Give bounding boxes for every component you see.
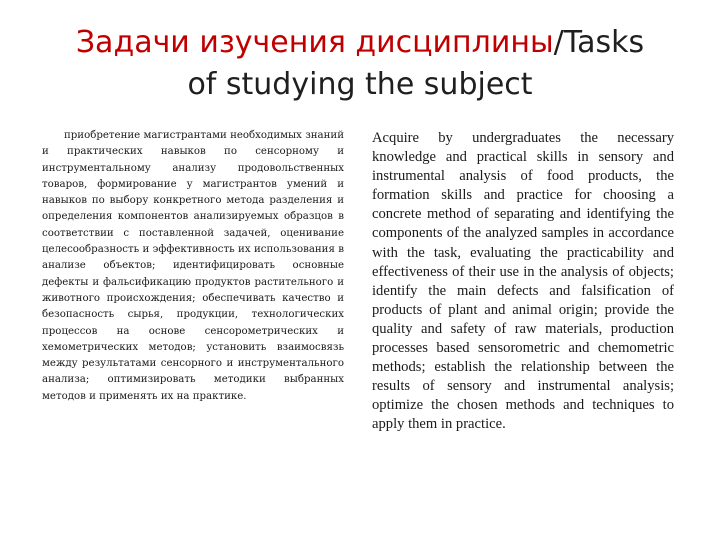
title-english-second: of studying the subject [187,67,533,102]
english-tasks-text: Acquire by undergraduates the necessary knowledge and practical skills in sensory and instrumental analysis of food products, the formation skills and practice for choosing a concrete method of separating and identifying the components of the analyzed samples in accordance with the task, evaluating the practicability and effectiveness of their use in the analysis of objects; identify the main defects and falsification of products of plant and animal origin; provide the quality and safety of raw materials, production processes based sensorometric and chemometric methods; establish the relationship between the results of sensory and instrumental analysis; optimize the chosen methods and techniques to apply them in practice. [372,130,674,433]
slide-title [30,22,690,106]
title-separator: / [553,25,564,60]
russian-tasks-text: приобретение магистрантами необходимых знаний и практических навыков по сенсорному и инструментальному анализу продовольственных товаров, формирование у магистрантов умений и навыков по выбору конкретного метода разделения и определения компонентов анализируемых образцов в соответствии с поставленной задачей, оценивание целесообразность и эффективность их использования в анализе объектов; идентифицировать основные дефекты и фальсификацию продуктов растительного и животного происхождения; обеспечивать качество и безопасность сырья, продукции, технологических процессов на основе сенсорометрических и хемометрических методов; установить взаимосвязь между результатами сенсорного и инструментального анализа; оптимизировать методики выбранных методов и применять их на практике. [42,130,344,402]
title-english-first: Tasks [563,25,645,60]
title-russian: Задачи изучения дисциплины [75,25,554,60]
